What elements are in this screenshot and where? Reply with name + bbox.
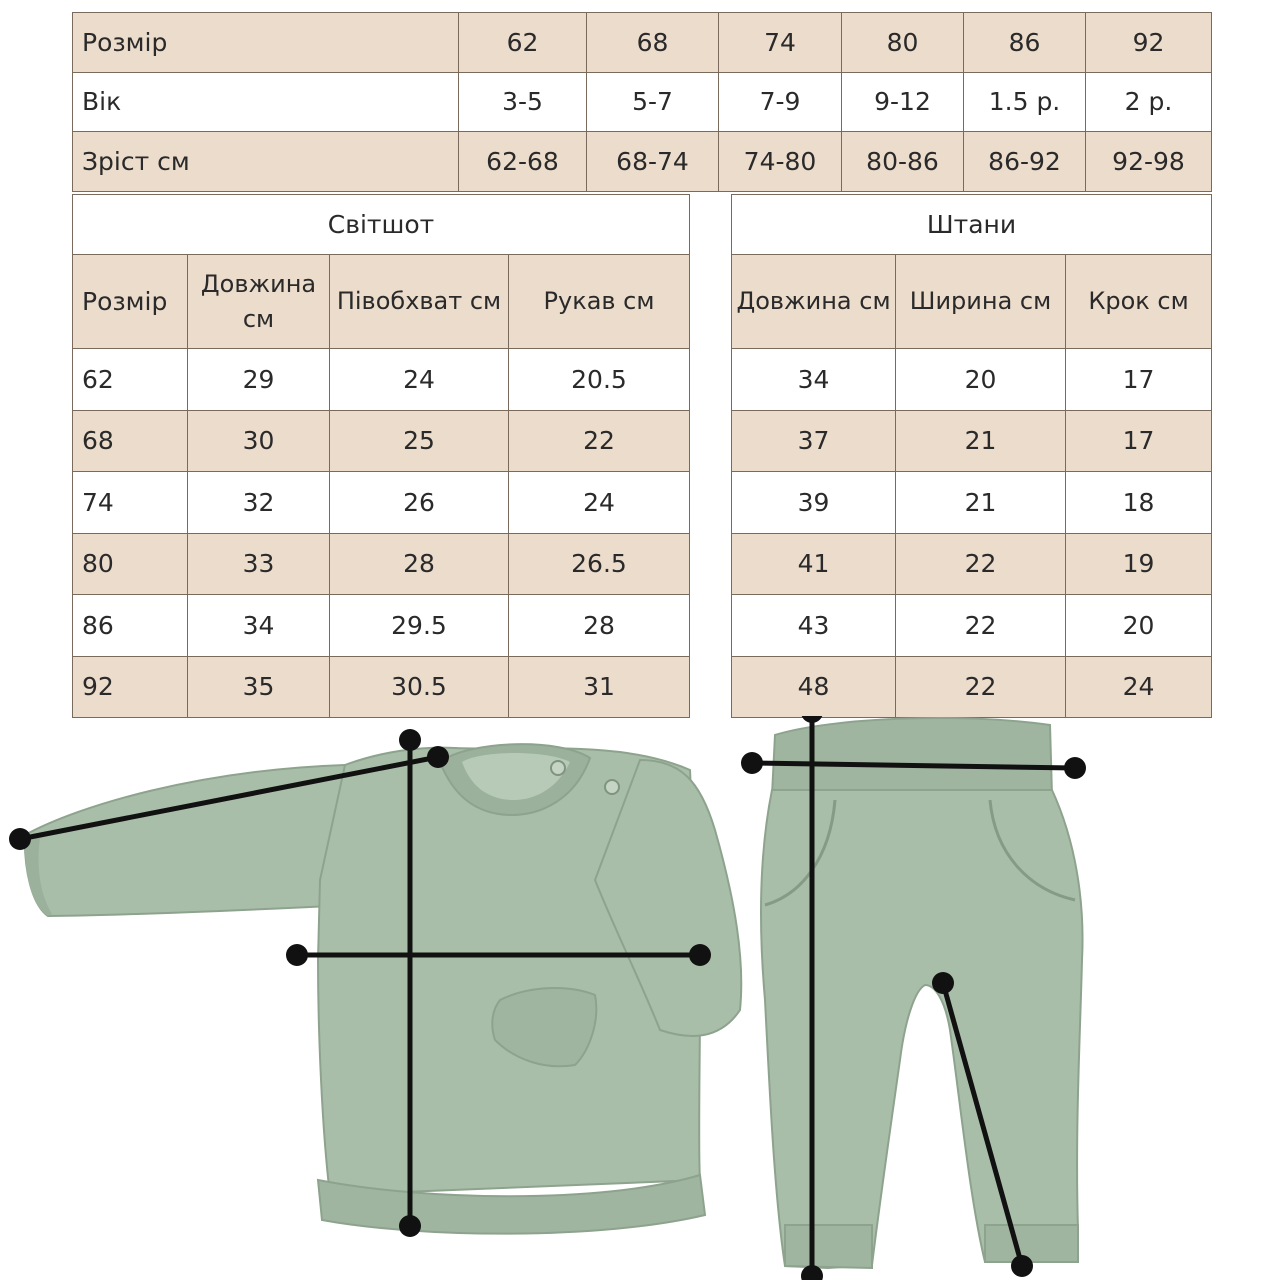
table-cell: 35: [188, 656, 330, 718]
table-cell: 68: [73, 410, 188, 472]
table-cell: 41: [732, 533, 896, 595]
table-cell: 26.5: [509, 533, 690, 595]
table-cell: 62: [73, 349, 188, 411]
age-cell: 1.5 р.: [964, 72, 1086, 132]
table-cell: 34: [732, 349, 896, 411]
table-row: [73, 656, 690, 718]
height-cell: 62-68: [459, 132, 587, 192]
table-row: [73, 595, 690, 657]
table-cell: 29: [188, 349, 330, 411]
sweatshirt-header-length: Довжина см: [188, 255, 330, 349]
table-cell: 39: [732, 472, 896, 534]
sweatshirt-header-half-chest: Півобхват см: [330, 255, 509, 349]
table-cell: 19: [1066, 533, 1212, 595]
table-row: [73, 533, 690, 595]
table-row: [732, 595, 1212, 657]
table-cell: 86: [73, 595, 188, 657]
height-cell: 80-86: [842, 132, 964, 192]
table-cell: 30: [188, 410, 330, 472]
table-cell: 20.5: [509, 349, 690, 411]
size-cell: 62: [459, 13, 587, 73]
table-cell: 32: [188, 472, 330, 534]
size-age-height-table: [72, 12, 1212, 192]
table-cell: 28: [330, 533, 509, 595]
height-cell: 68-74: [587, 132, 719, 192]
size-cell: 68: [587, 13, 719, 73]
table-row: [732, 656, 1212, 718]
size-cell: 92: [1086, 13, 1212, 73]
age-row: [73, 72, 1212, 132]
table-cell: 74: [73, 472, 188, 534]
table-row: [73, 472, 690, 534]
table-cell: 24: [330, 349, 509, 411]
table-cell: 24: [509, 472, 690, 534]
height-cell: 92-98: [1086, 132, 1212, 192]
age-label: Вік: [73, 72, 459, 132]
table-cell: 20: [896, 349, 1066, 411]
table-cell: 18: [1066, 472, 1212, 534]
age-cell: 2 р.: [1086, 72, 1212, 132]
height-label: Зріст см: [73, 132, 459, 192]
sweatshirt-title: Світшот: [73, 195, 690, 255]
pants-header-length: Довжина см: [732, 255, 896, 349]
table-cell: 31: [509, 656, 690, 718]
table-cell: 25: [330, 410, 509, 472]
table-cell: 28: [509, 595, 690, 657]
size-cell: 74: [719, 13, 842, 73]
table-cell: 22: [509, 410, 690, 472]
size-cell: 80: [842, 13, 964, 73]
age-cell: 3-5: [459, 72, 587, 132]
table-row: [732, 410, 1212, 472]
table-row: [73, 410, 690, 472]
height-cell: 86-92: [964, 132, 1086, 192]
sweatshirt-table: [72, 194, 690, 718]
table-cell: 22: [896, 533, 1066, 595]
table-cell: 30.5: [330, 656, 509, 718]
table-cell: 26: [330, 472, 509, 534]
table-row: [73, 349, 690, 411]
table-cell: 17: [1066, 349, 1212, 411]
size-cell: 86: [964, 13, 1086, 73]
sweatshirt-header-size: Розмір: [73, 255, 188, 349]
pants-header-width: Ширина см: [896, 255, 1066, 349]
table-cell: 92: [73, 656, 188, 718]
size-label: Розмір: [73, 13, 459, 73]
pants-table: [731, 194, 1212, 718]
height-row: [73, 132, 1212, 192]
table-cell: 24: [1066, 656, 1212, 718]
pants-title: Штани: [732, 195, 1212, 255]
sweatshirt-header-sleeve: Рукав см: [509, 255, 690, 349]
table-cell: 29.5: [330, 595, 509, 657]
age-cell: 7-9: [719, 72, 842, 132]
table-cell: 33: [188, 533, 330, 595]
pants-illustration: [761, 718, 1083, 1268]
table-row: [732, 349, 1212, 411]
table-cell: 17: [1066, 410, 1212, 472]
table-row: [732, 533, 1212, 595]
table-row: [732, 472, 1212, 534]
table-cell: 22: [896, 656, 1066, 718]
table-cell: 21: [896, 472, 1066, 534]
table-cell: 48: [732, 656, 896, 718]
table-cell: 43: [732, 595, 896, 657]
pants-header-inseam: Крок см: [1066, 255, 1212, 349]
size-row: [73, 13, 1212, 73]
table-cell: 22: [896, 595, 1066, 657]
table-cell: 21: [896, 410, 1066, 472]
height-cell: 74-80: [719, 132, 842, 192]
table-cell: 37: [732, 410, 896, 472]
garment-measurement-illustration: [0, 716, 1280, 1280]
age-cell: 9-12: [842, 72, 964, 132]
age-cell: 5-7: [587, 72, 719, 132]
table-cell: 34: [188, 595, 330, 657]
table-cell: 80: [73, 533, 188, 595]
table-cell: 20: [1066, 595, 1212, 657]
